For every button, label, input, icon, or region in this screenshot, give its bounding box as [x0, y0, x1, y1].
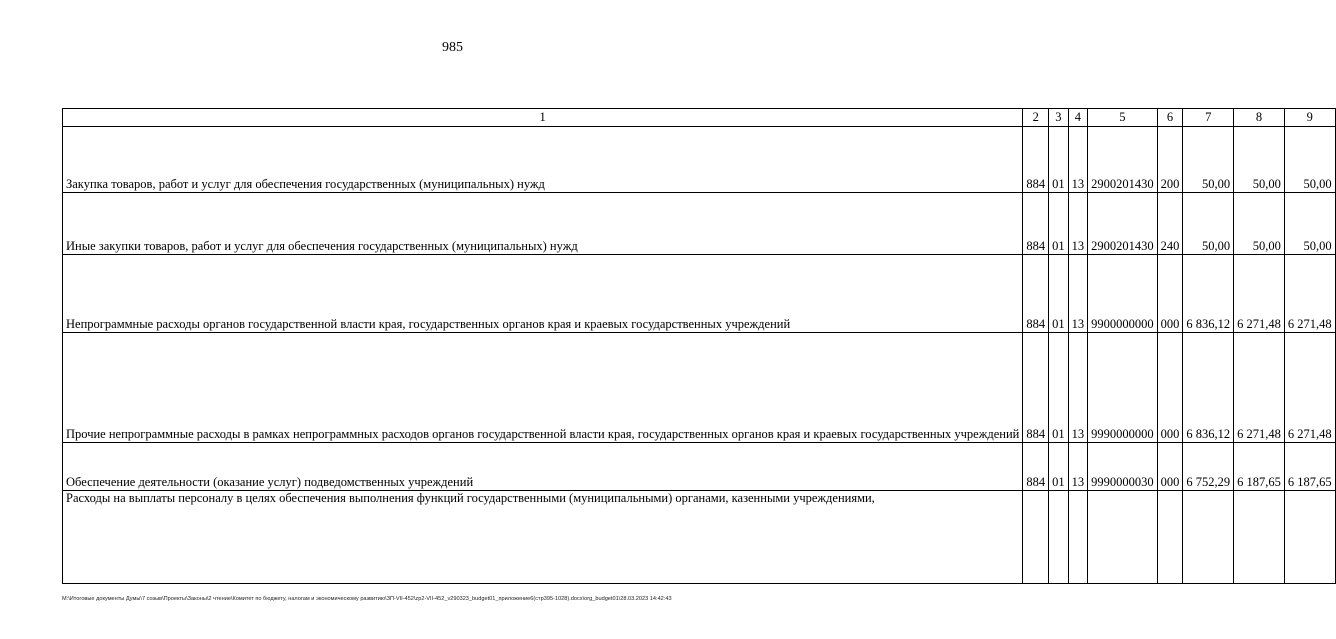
row-value-7: 50,00 — [1183, 127, 1234, 193]
document-path-footer: M:\Итоговые документы Думы\7 созыв\Проекты\Законы\2 чтение\Комитет по бюджету, налогам и экономическому развитию\ЗП-VII-452\zp2-VII-452_v290323_budget01_приложение6(стр395-1028).docx\org_budget01\28.03.2023 14:42:43 — [62, 596, 672, 602]
row-section: 01 — [1049, 127, 1069, 193]
table-header-row — [63, 109, 1336, 127]
header-col-7: 7 — [1183, 109, 1234, 127]
row-code: 884 — [1023, 255, 1049, 333]
row-name: Обеспечение деятельности (оказание услуг) подведомственных учреждений — [63, 443, 1023, 491]
row-value-9 — [1284, 491, 1335, 584]
row-value-8: 6 271,48 — [1234, 255, 1285, 333]
header-col-8: 8 — [1234, 109, 1285, 127]
row-subsection: 13 — [1068, 193, 1088, 255]
table-row — [63, 127, 1336, 193]
row-target: 2900201430 — [1088, 127, 1158, 193]
row-section: 01 — [1049, 193, 1069, 255]
row-value-7: 6 836,12 — [1183, 333, 1234, 443]
row-value-9: 50,00 — [1284, 193, 1335, 255]
row-target: 9990000030 — [1088, 443, 1158, 491]
row-name: Закупка товаров, работ и услуг для обеспечения государственных (муниципальных) нужд — [63, 127, 1023, 193]
row-type: 000 — [1157, 443, 1183, 491]
table-row — [63, 443, 1336, 491]
header-col-5: 5 — [1088, 109, 1158, 127]
row-value-9: 6 271,48 — [1284, 333, 1335, 443]
row-value-7: 6 836,12 — [1183, 255, 1234, 333]
row-type — [1157, 491, 1183, 584]
row-code: 884 — [1023, 127, 1049, 193]
row-target: 9900000000 — [1088, 255, 1158, 333]
row-subsection: 13 — [1068, 333, 1088, 443]
row-subsection: 13 — [1068, 443, 1088, 491]
row-value-9: 50,00 — [1284, 127, 1335, 193]
header-col-9: 9 — [1284, 109, 1335, 127]
row-subsection: 13 — [1068, 127, 1088, 193]
row-value-8 — [1234, 491, 1285, 584]
row-name: Иные закупки товаров, работ и услуг для обеспечения государственных (муниципальных) нужд — [63, 193, 1023, 255]
row-type: 000 — [1157, 333, 1183, 443]
row-section: 01 — [1049, 333, 1069, 443]
table-row — [63, 333, 1336, 443]
header-col-3: 3 — [1049, 109, 1069, 127]
row-value-7 — [1183, 491, 1234, 584]
header-col-1: 1 — [63, 109, 1023, 127]
row-value-8: 50,00 — [1234, 127, 1285, 193]
row-value-8: 6 187,65 — [1234, 443, 1285, 491]
header-col-4: 4 — [1068, 109, 1088, 127]
row-section: 01 — [1049, 255, 1069, 333]
row-value-7: 6 752,29 — [1183, 443, 1234, 491]
row-code: 884 — [1023, 443, 1049, 491]
table-row — [63, 255, 1336, 333]
row-subsection — [1068, 491, 1088, 584]
row-target: 2900201430 — [1088, 193, 1158, 255]
table-row — [63, 193, 1336, 255]
row-code — [1023, 491, 1049, 584]
row-name: Непрограммные расходы органов государственной власти края, государственных органов края и краевых государственных учреждений — [63, 255, 1023, 333]
row-value-7: 50,00 — [1183, 193, 1234, 255]
header-col-2: 2 — [1023, 109, 1049, 127]
row-value-9: 6 187,65 — [1284, 443, 1335, 491]
row-value-8: 50,00 — [1234, 193, 1285, 255]
table-row — [63, 491, 1336, 584]
row-type: 200 — [1157, 127, 1183, 193]
row-type: 240 — [1157, 193, 1183, 255]
row-name: Расходы на выплаты персоналу в целях обеспечения выполнения функций государственными (муниципальными) органами, казенными учреждениями, — [63, 491, 1023, 584]
row-code: 884 — [1023, 193, 1049, 255]
row-code: 884 — [1023, 333, 1049, 443]
row-subsection: 13 — [1068, 255, 1088, 333]
budget-table — [62, 108, 1336, 584]
row-section — [1049, 491, 1069, 584]
page-number: 985 — [442, 40, 463, 55]
row-type: 000 — [1157, 255, 1183, 333]
row-name: Прочие непрограммные расходы в рамках непрограммных расходов органов государственной власти края, государственных органов края и краевых государственных учреждений — [63, 333, 1023, 443]
row-value-9: 6 271,48 — [1284, 255, 1335, 333]
row-section: 01 — [1049, 443, 1069, 491]
header-col-6: 6 — [1157, 109, 1183, 127]
row-value-8: 6 271,48 — [1234, 333, 1285, 443]
row-target: 9990000000 — [1088, 333, 1158, 443]
row-target — [1088, 491, 1158, 584]
